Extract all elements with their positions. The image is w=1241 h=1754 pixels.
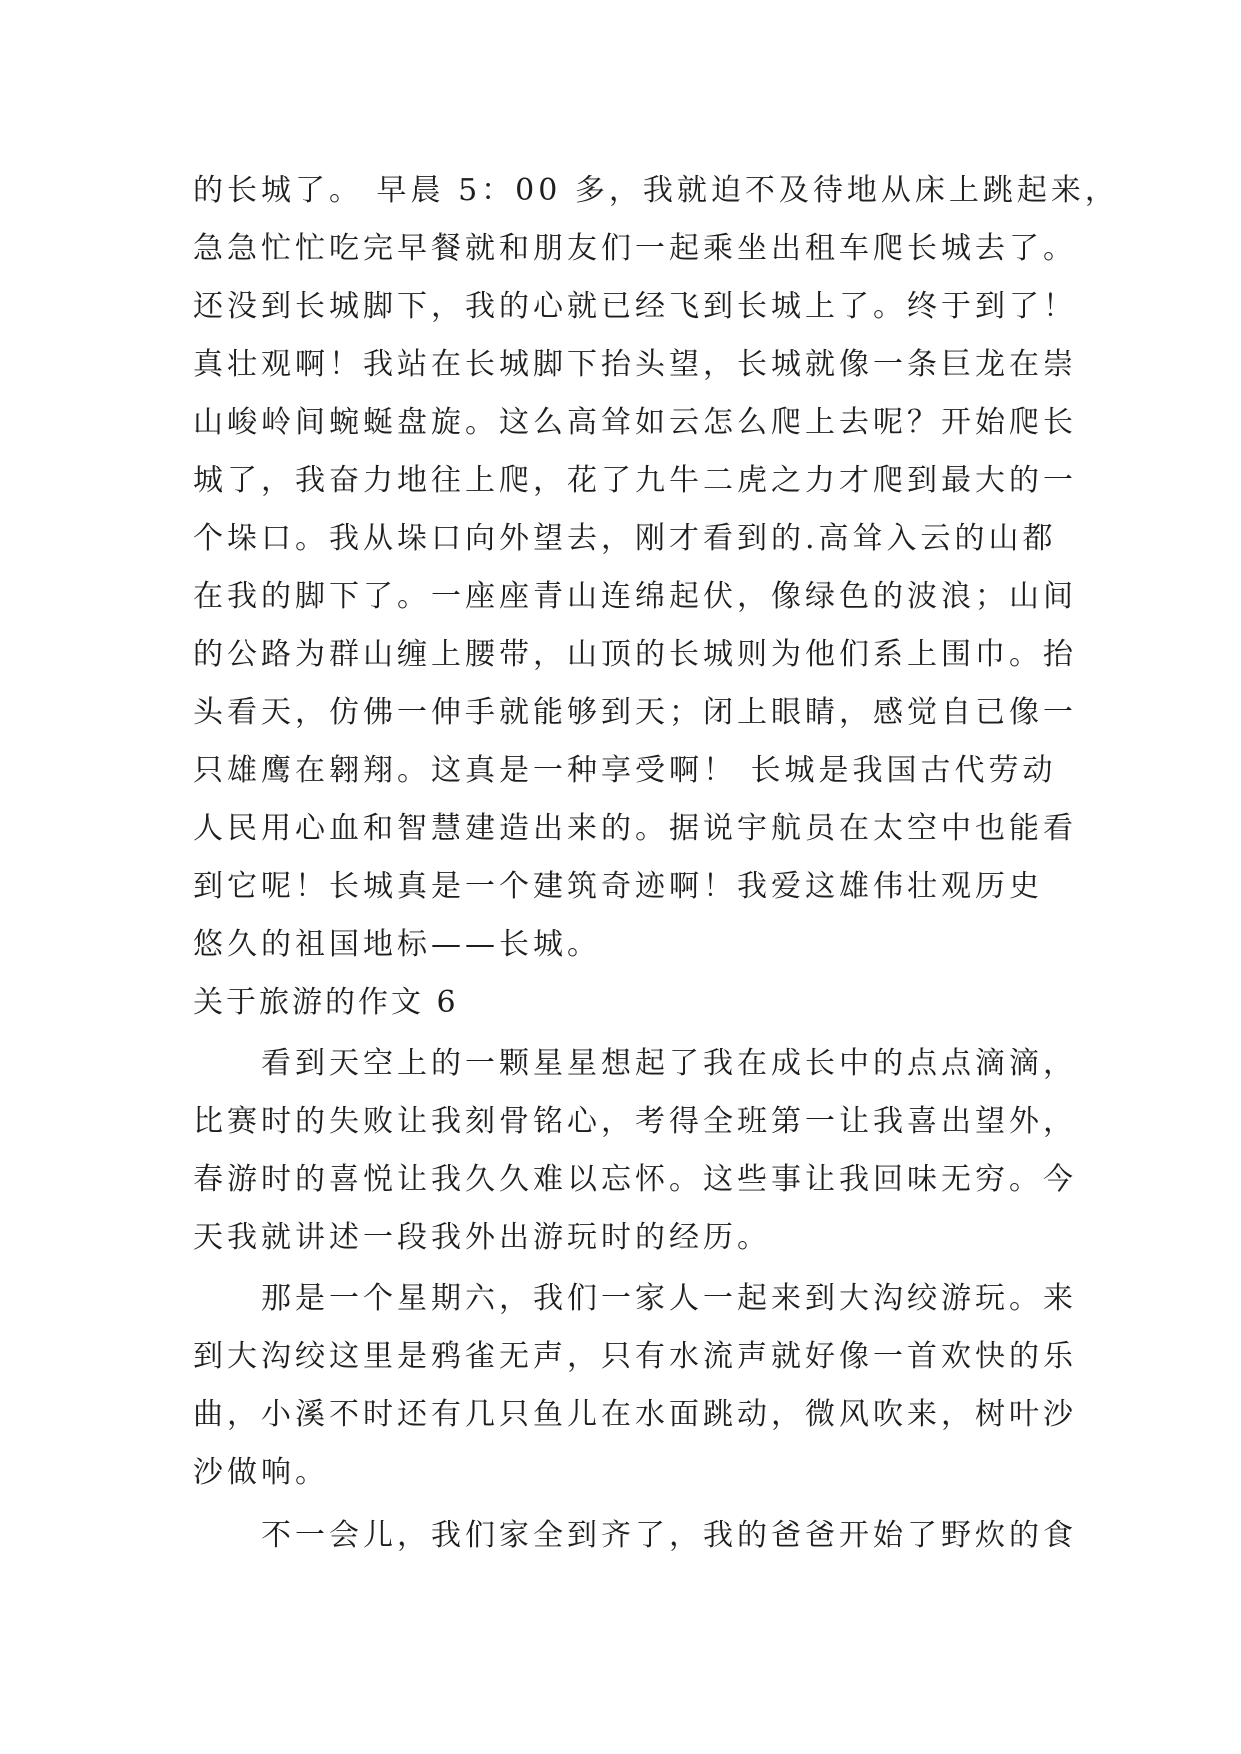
text-line: 个垛口。我从垛口向外望去，刚才看到的.高耸入云的山都 [193,521,1057,556]
text-line: 急急忙忙吃完早餐就和朋友们一起乘坐出租车爬长城去了。 [193,231,1077,266]
text-line: 到它呢！长城真是一个建筑奇迹啊！我爱这雄伟壮观历史 [193,869,1043,904]
text-line: 只雄鹰在翱翔。这真是一种享受啊！ 长城是我国古代劳动 [193,753,1057,788]
text-line: 人民用心血和智慧建造出来的。据说宇航员在太空中也能看 [193,811,1077,846]
paragraph [193,1507,1153,1565]
text-line: 还没到长城脚下，我的心就已经飞到长城上了。终于到了！ [193,289,1077,324]
continued-paragraph [193,162,1153,974]
text-line: 头看天，仿佛一伸手就能够到天；闭上眼睛，感觉自已像一 [193,695,1077,730]
text-line: 真壮观啊！我站在长城脚下抬头望，长城就像一条巨龙在崇 [193,347,1077,382]
text-line: 比赛时的失败让我刻骨铭心，考得全班第一让我喜出望外， [193,1104,1077,1139]
text-line: 到大沟绞这里是鸦雀无声，只有水流声就好像一首欢快的乐 [193,1339,1077,1374]
text-line: 城了，我奋力地往上爬，花了九牛二虎之力才爬到最大的一 [193,463,1077,498]
section-heading: 关于旅游的作文 6 [193,985,459,1020]
text-line: 曲，小溪不时还有几只鱼儿在水面跳动，微风吹来，树叶沙 [193,1397,1077,1432]
text-line: 看到天空上的一颗星星想起了我在成长中的点点滴滴， [261,1046,1077,1081]
text-line: 不一会儿，我们家全到齐了，我的爸爸开始了野炊的食 [261,1518,1077,1553]
text-line: 沙做响。 [193,1455,329,1490]
text-line: 山峻岭间蜿蜒盘旋。这么高耸如云怎么爬上去呢？开始爬长 [193,405,1077,440]
text-line: 的公路为群山缠上腰带，山顶的长城则为他们系上围巾。抬 [193,637,1077,672]
paragraph [193,1270,1153,1502]
text-line: 那是一个星期六，我们一家人一起来到大沟绞游玩。来 [261,1281,1077,1316]
paragraph [193,1035,1153,1267]
document-body [193,162,1153,1565]
text-line: 天我就讲述一段我外出游玩时的经历。 [193,1220,771,1255]
text-line: 春游时的喜悦让我久久难以忘怀。这些事让我回味无穷。今 [193,1162,1077,1197]
text-line: 在我的脚下了。一座座青山连绵起伏，像绿色的波浪；山间 [193,579,1077,614]
text-line: 悠久的祖国地标——长城。 [193,927,601,962]
text-line: 的长城了。 早晨 5：00 多，我就迫不及待地从床上跳起来， [193,173,1119,208]
